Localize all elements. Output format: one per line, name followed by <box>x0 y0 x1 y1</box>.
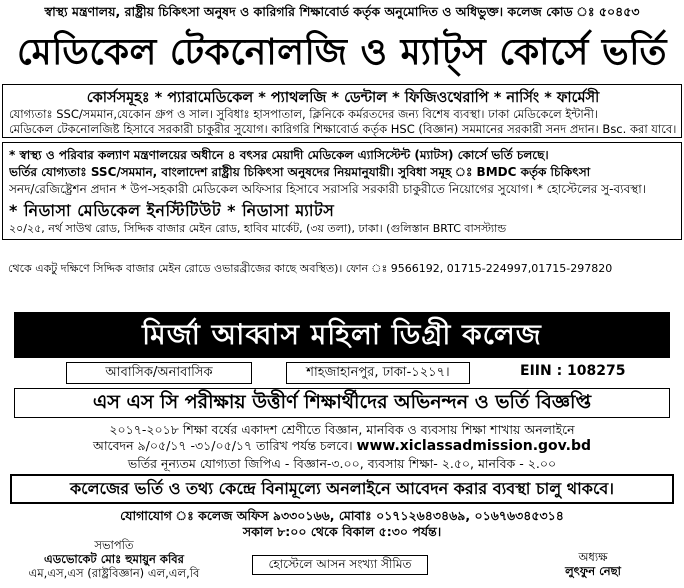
eiin-number: EIIN : 108275 <box>520 363 626 379</box>
minimum-gpa: ভর্তির নূন্যতম যোগ্যতা জিপিএ - বিজ্ঞান-৩.০০, ব্যবসায় শিক্ষা- ২.৫০, মানবিক - ২.০০ <box>127 456 557 471</box>
admission-website: www.xiclassadmission.gov.bd <box>356 438 592 454</box>
institute-address-continued: থেকে একটু দক্ষিণে সিদ্দিক বাজার মেইন রোডে ওভারব্রীজের কাছে অবস্থিত)। ফোন ঃ 9566192, 01715-224997,01715-297820 <box>8 262 613 275</box>
office-hours: সকাল ৮:০০ থেকে বিকাল ৫:৩০ পর্যন্ত। <box>242 524 442 539</box>
president-degree: এম,এস,এস (রাষ্ট্রবিজ্ঞান) এল,এল,বি <box>28 566 200 580</box>
institute-address: ২০/২৫, নর্থ সাউথ রোড, সিদ্দিক বাজার মেইন রোড, হাবিব মার্কেট, (৩য় তলা), ঢাকা। (গুলিস্তান BRTC বাসস্ট্যান্ড <box>9 222 507 235</box>
principal-name: লুৎফুন নেছা <box>565 564 621 578</box>
approval-line: স্বাস্থ্য মন্ত্রণালয়, রাষ্ট্রীয় চিকিৎসা অনুষদ ও কারিগরি শিক্ষাবোর্ড কর্তৃক অনুমোদিত ও অধিভুক্ত। কলেজ কোড ঃ ৫০৪৫৩ <box>44 4 640 19</box>
mats-eligibility: ভর্তির যোগ্যতাঃ SSC/সমমান, বাংলাদেশ রাষ্ট্রীয় চিকিৎসা অনুষদের নিয়মানুযায়ী। সুবিধা সমূহ ঃ BMDC কর্তৃক চিকিৎসা <box>9 165 591 179</box>
college-location: শাহজাহানপুর, ঢাকা-১২১৭। <box>286 362 470 384</box>
eligibility-text: যোগ্যতাঃ SSC/সমমান,যেকোন গ্রুপ ও সাল। সুবিধাঃ হাসপাতাল, ক্লিনিকে কর্মরতদের জন্য বিশেষ ব্যবস্থা। ঢাকা মেডিকেলে ইন্টানী। <box>9 107 599 121</box>
president-title: সভাপতি <box>94 538 134 552</box>
benefit-text: মেডিকেল টেকনোলজিষ্ট হিসাবে সরকারী চাকুরীর সুযোগ। কারিগরি শিক্ষাবোর্ড কর্তৃক HSC (বিজ্ঞান) সমমানের সরকারী সনদ প্রদান। Bsc. করা যাবে। <box>9 122 677 136</box>
principal-title: অধ্যক্ষ <box>578 550 608 564</box>
college-name: মির্জা আব্বাস মহিলা ডিগ্রী কলেজ <box>14 312 670 358</box>
admission-banner: এস এস সি পরীক্ষায় উত্তীর্ণ শিক্ষার্থীদের অভিনন্দন ও ভর্তি বিজ্ঞপ্তি <box>14 388 670 418</box>
president-name: এডভোকেট মোঃ হুমায়ুন কবির <box>44 552 184 566</box>
notice-line-1: ২০১৭-২০১৮ শিক্ষা বর্ষের একাদশ শ্রেণীতে বিজ্ঞান, মানবিক ও ব্যবসায় শিক্ষা শাখায় অনলাইনে <box>109 422 575 437</box>
courses-box <box>2 84 682 138</box>
free-online-banner: কলেজের ভর্তি ও তথ্য কেন্দ্রে বিনামূল্যে অনলাইনে আবেদন করার ব্যবস্থা চালু থাকবে। <box>10 474 674 504</box>
institute-names: * নিডাসা মেডিকেল ইনস্টিটিউট * নিডাসা ম্যাটস <box>9 201 335 218</box>
president-signature <box>14 538 214 580</box>
notice-line-2 <box>14 438 670 458</box>
mats-benefit: সনদ/রেজিষ্ট্রেশন প্রদান * উপ-সহকারী মেডিকেল অফিসার হিসাবে সরাসরি সরকারী চাকুরীতে নিয়োগের সুযোগ। * হোস্টেলের সু-ব্যবস্থা। <box>9 182 646 196</box>
application-dates: আবেদন ৯/০৫/১৭ -৩১/০৫/১৭ তারিখ পর্যন্ত চলবে। <box>92 438 353 453</box>
mats-box <box>2 142 682 240</box>
principal-signature <box>528 550 658 578</box>
contact-line: যোগাযোগ ঃ কলেজ অফিস ৯৩৩০১৬৬, মোবাঃ ০১৭১২৬৪৩৪৬৯, ০১৬৭৬৩৪৫৩১৪ <box>120 508 564 523</box>
ad-headline: মেডিকেল টেকনোলজি ও ম্যাট্স কোর্সে ভর্তি <box>16 32 668 73</box>
hostel-notice: হোস্টেলে আসন সংখ্যা সীমিত <box>252 555 428 575</box>
mats-intro: * স্বাস্থ্য ও পরিবার কল্যাণ মন্ত্রণালয়ের অধীনে ৪ বৎসর মেয়াদী মেডিকেল এ্যাসিস্টেন্ট (ম্যাটস) কোর্সে ভর্তি চলছে। <box>9 148 549 162</box>
residential-tag: আবাসিক/অনাবাসিক <box>66 362 252 384</box>
courses-list: কোর্সসমূহঃ * প্যারামেডিকেল * প্যাথলজি * ডেন্টাল * ফিজিওথেরাপি * নার্সিং * ফার্মেসী <box>86 90 600 106</box>
